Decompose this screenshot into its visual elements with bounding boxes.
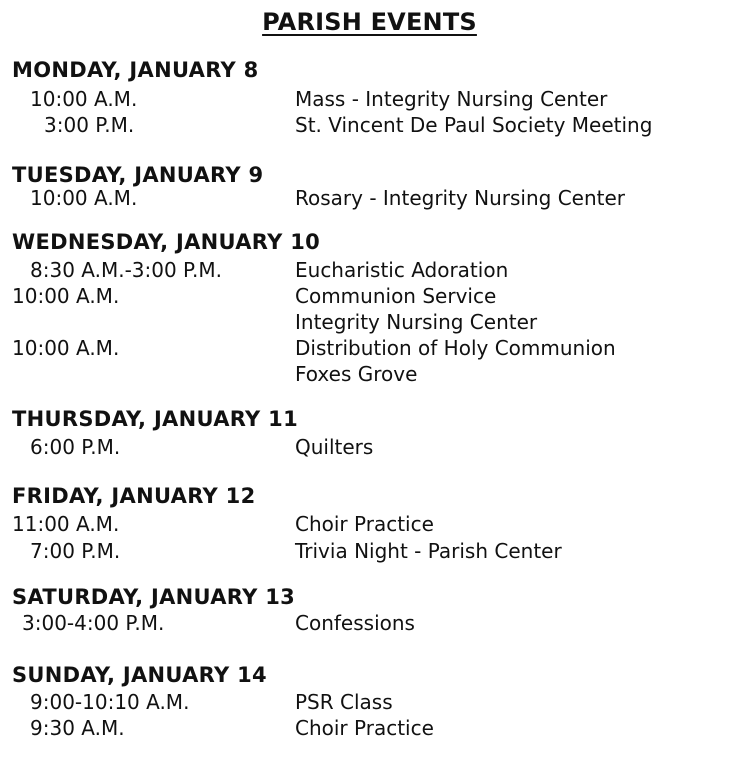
event-description: St. Vincent De Paul Society Meeting [295, 113, 653, 137]
event-time: 6:00 P.M. [30, 435, 121, 459]
day-heading-friday: FRIDAY, JANUARY 12 [12, 484, 256, 508]
day-heading-wednesday: WEDNESDAY, JANUARY 10 [12, 230, 321, 254]
event-time: 8:30 A.M.-3:00 P.M. [30, 258, 222, 282]
event-time: 3:00-4:00 P.M. [22, 611, 165, 635]
event-description: Foxes Grove [295, 362, 418, 386]
event-description: PSR Class [295, 690, 393, 714]
event-time: 9:00-10:10 A.M. [30, 690, 190, 714]
event-description: Integrity Nursing Center [295, 310, 538, 334]
day-heading-tuesday: TUESDAY, JANUARY 9 [12, 163, 264, 187]
event-time: 10:00 A.M. [12, 336, 120, 360]
event-description: Eucharistic Adoration [295, 258, 509, 282]
page-title: PARISH EVENTS [262, 8, 477, 36]
event-time: 10:00 A.M. [30, 186, 138, 210]
event-description: Distribution of Holy Communion [295, 336, 616, 360]
day-heading-monday: MONDAY, JANUARY 8 [12, 58, 259, 82]
event-description: Choir Practice [295, 716, 434, 740]
day-heading-saturday: SATURDAY, JANUARY 13 [12, 585, 296, 609]
event-time: 10:00 A.M. [12, 284, 120, 308]
day-heading-sunday: SUNDAY, JANUARY 14 [12, 663, 267, 687]
event-description: Rosary - Integrity Nursing Center [295, 186, 626, 210]
event-time: 11:00 A.M. [12, 512, 120, 536]
event-time: 10:00 A.M. [30, 87, 138, 111]
event-description: Confessions [295, 611, 415, 635]
event-description: Trivia Night - Parish Center [295, 539, 562, 563]
event-time: 7:00 P.M. [30, 539, 121, 563]
day-heading-thursday: THURSDAY, JANUARY 11 [12, 407, 299, 431]
event-description: Communion Service [295, 284, 497, 308]
event-description: Mass - Integrity Nursing Center [295, 87, 608, 111]
event-time: 9:30 A.M. [30, 716, 125, 740]
event-description: Quilters [295, 435, 374, 459]
event-time: 3:00 P.M. [44, 113, 135, 137]
event-description: Choir Practice [295, 512, 434, 536]
